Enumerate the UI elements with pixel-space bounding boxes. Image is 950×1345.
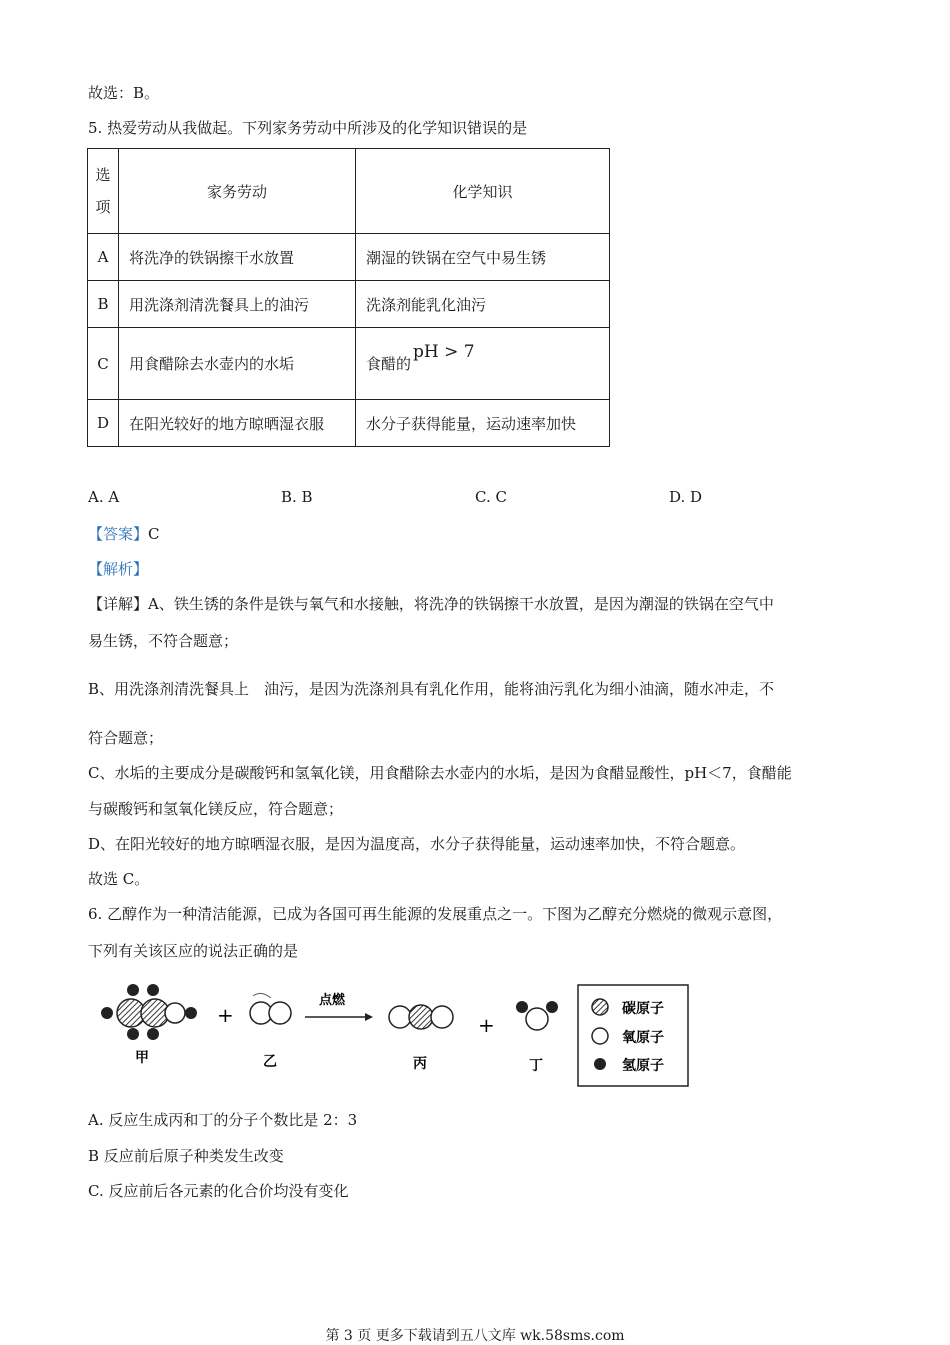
table-row: C 用食醋除去水壶内的水垢 食醋的pH > 7: [88, 328, 610, 400]
choice-c[interactable]: C. C: [475, 488, 507, 506]
detail-d: D、在阳光较好的地方晾晒湿衣服，是因为温度高，水分子获得能量，运动速率加快，不符合题意。: [88, 835, 746, 853]
plus-2: +: [478, 1013, 495, 1037]
detail-c-line1: C、水垢的主要成分是碳酸钙和氢氧化镁，用食醋除去水壶内的水垢，是因为食醋显酸性，pH＜7，食醋能: [88, 764, 792, 782]
q6-option-a[interactable]: A. 反应生成丙和丁的分子个数比是 2：3: [88, 1111, 358, 1129]
reaction-arrow: [305, 992, 373, 1021]
choice-a[interactable]: A. A: [88, 488, 120, 506]
label-yi: 乙: [263, 1054, 277, 1070]
q5-table: [87, 148, 610, 447]
page-footer: 第 3 页 更多下载请到五八文库 wk.58sms.com: [325, 1328, 625, 1344]
label-jia: 甲: [135, 1050, 149, 1066]
detail-b-line1: B、用洗涤剂清洗餐具上 油污，是因为洗涤剂具有乳化作用，能将油污乳化为细小油滴，随水冲走，不: [88, 680, 775, 698]
legend-carbon: 碳原子: [622, 1001, 664, 1017]
molecule-yi: [250, 993, 291, 1024]
choice-b[interactable]: B. B: [281, 488, 313, 506]
answer-line: [88, 523, 160, 544]
answer-value: C: [148, 525, 160, 543]
analysis-tag: 【解析】: [88, 560, 149, 578]
hydrogen-legend-icon: [594, 1058, 606, 1070]
label-ding: 丁: [529, 1058, 543, 1074]
q6-option-c[interactable]: C. 反应前后各元素的化合价均没有变化: [88, 1182, 349, 1200]
molecule-bing: [389, 1005, 453, 1029]
table-row: B 用洗涤剂清洗餐具上的油污 洗涤剂能乳化油污: [88, 281, 610, 328]
legend: [578, 985, 688, 1086]
detail-a-line2: 易生锈，不符合题意；: [88, 632, 239, 650]
answer-tag: 【答案】: [88, 525, 149, 543]
q5-choices: [88, 488, 788, 508]
q6-stem-line1: 6. 乙醇作为一种清洁能源，已成为各国可再生能源的发展重点之一。下图为乙醇充分燃烧的微观示意图，: [88, 905, 783, 923]
plus-1: +: [217, 1003, 234, 1027]
ph-formula: pH > 7: [413, 342, 475, 362]
table-row: D 在阳光较好的地方晾晒湿衣服 水分子获得能量，运动速率加快: [88, 400, 610, 447]
detail-tag: 【详解】: [88, 595, 149, 613]
header-option: 选 项: [88, 149, 119, 234]
table-row: A 将洗净的铁锅擦干水放置 潮湿的铁锅在空气中易生锈: [88, 234, 610, 281]
header-chem: 化学知识: [356, 149, 610, 234]
detail-b-line2: 符合题意；: [88, 729, 164, 747]
previous-answer: 故选：B。: [88, 84, 160, 102]
molecule-jia: [101, 984, 197, 1040]
q6-stem-line2: 下列有关该区应的说法正确的是: [88, 942, 299, 960]
legend-hydrogen: 氢原子: [622, 1058, 664, 1074]
oxygen-legend-icon: [592, 1028, 608, 1044]
detail-c-line2: 与碳酸钙和氢氧化镁反应，符合题意；: [88, 800, 344, 818]
molecule-ding: [516, 1001, 558, 1030]
label-bing: 丙: [413, 1056, 427, 1072]
condition-label: 点燃: [319, 993, 346, 1008]
legend-oxygen: 氧原子: [622, 1030, 664, 1046]
ethanol-combustion-diagram: [95, 982, 695, 1088]
q5-stem: 5. 热爱劳动从我做起。下列家务劳动中所涉及的化学知识错误的是: [88, 119, 528, 137]
detail-a-line1: 【详解】A、铁生锈的条件是铁与氧气和水接触，将洗净的铁锅擦干水放置，是因为潮湿的铁锅在空气中: [88, 595, 774, 613]
q5-conclusion: 故选 C。: [88, 870, 150, 888]
carbon-legend-icon: [592, 999, 608, 1015]
q6-option-b[interactable]: B 反应前后原子种类发生改变: [88, 1147, 284, 1165]
choice-d[interactable]: D. D: [669, 488, 703, 506]
header-labor: 家务劳动: [119, 149, 356, 234]
